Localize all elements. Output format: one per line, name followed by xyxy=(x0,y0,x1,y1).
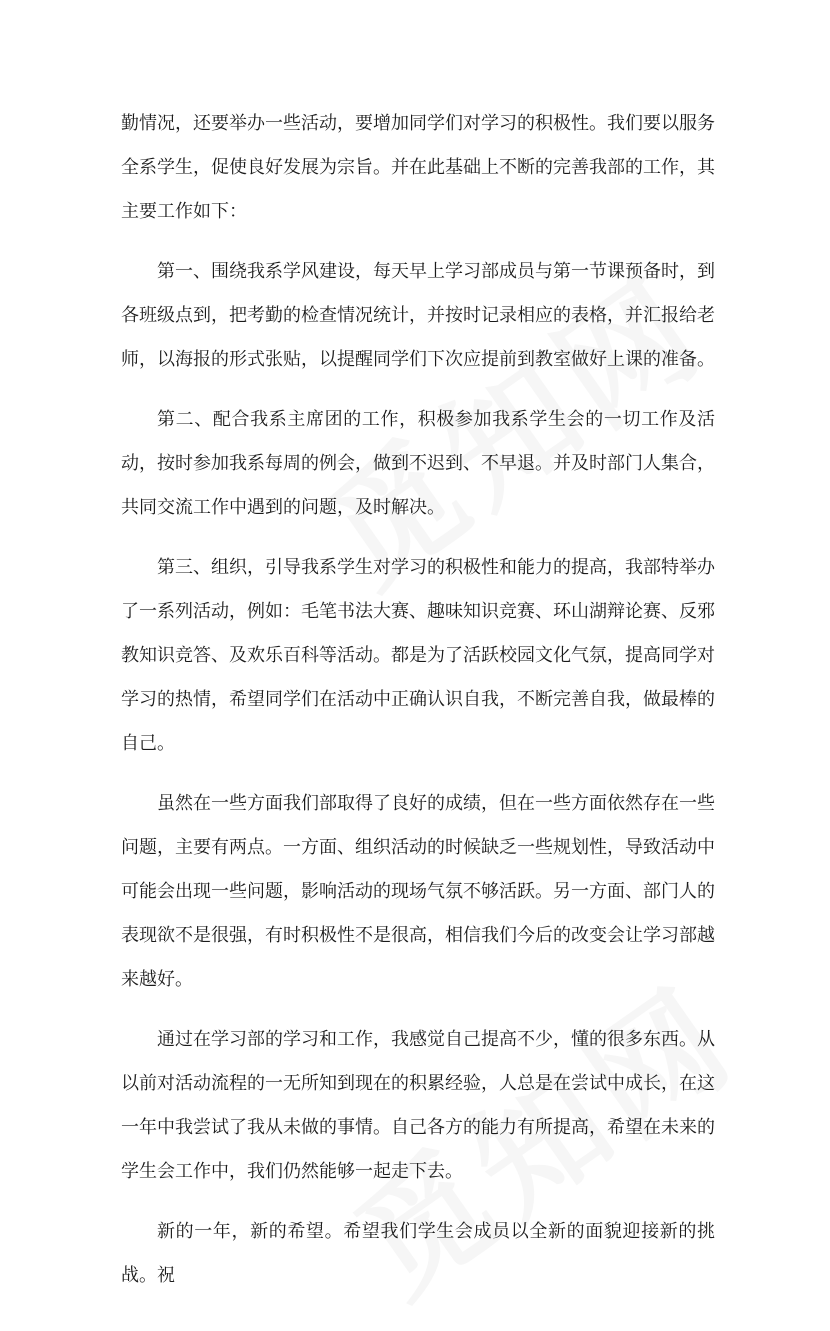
paragraph-5: 虽然在一些方面我们部取得了良好的成绩，但在一些方面依然存在一些问题，主要有两点。一方面、组织活动的时候缺乏一些规划性，导致活动中可能会出现一些问题，影响活动的现场气氛不够活跃。另一方面、部门人的表现欲不是很强，有时积极性不是很高，相信我们今后的改变会让学习部越来越好。 xyxy=(121,793,715,990)
paragraph-2: 第一、围绕我系学风建设，每天早上学习部成员与第一节课预备时，到各班级点到，把考勤的检查情况统计，并按时记录相应的表格，并汇报给老师，以海报的形式张贴，以提醒同学们下次应提前到教室做好上课的准备。 xyxy=(121,261,715,370)
paragraph-1: 勤情况，还要举办一些活动，要增加同学们对学习的积极性。我们要以服务全系学生，促使良好发展为宗旨。并在此基础上不断的完善我部的工作，其主要工作如下： xyxy=(121,113,715,222)
paragraph-6: 通过在学习部的学习和工作，我感觉自己提高不少，懂的很多东西。从以前对活动流程的一无所知到现在的积累经验，人总是在尝试中成长，在这一年中我尝试了我从未做的事情。自己各方的能力有所提高，希望在未来的学生会工作中，我们仍然能够一起走下去。 xyxy=(121,1029,715,1182)
paragraph-4: 第三、组织，引导我系学生对学习的积极性和能力的提高，我部特举办了一系列活动，例如：毛笔书法大赛、趣味知识竞赛、环山湖辩论赛、反邪教知识竞答、及欢乐百科等活动。都是为了活跃校园文化气氛，提高同学对学习的热情，希望同学们在活动中正确认识自我，不断完善自我，做最棒的自己。 xyxy=(121,557,715,754)
document-body xyxy=(121,102,715,1314)
paragraph-3: 第二、配合我系主席团的工作，积极参加我系学生会的一切工作及活动，按时参加我系每周的例会，做到不迟到、不早退。并及时部门人集合，共同交流工作中遇到的问题，及时解决。 xyxy=(121,409,715,518)
paragraph-7: 新的一年，新的希望。希望我们学生会成员以全新的面貌迎接新的挑战。祝 xyxy=(121,1221,715,1286)
